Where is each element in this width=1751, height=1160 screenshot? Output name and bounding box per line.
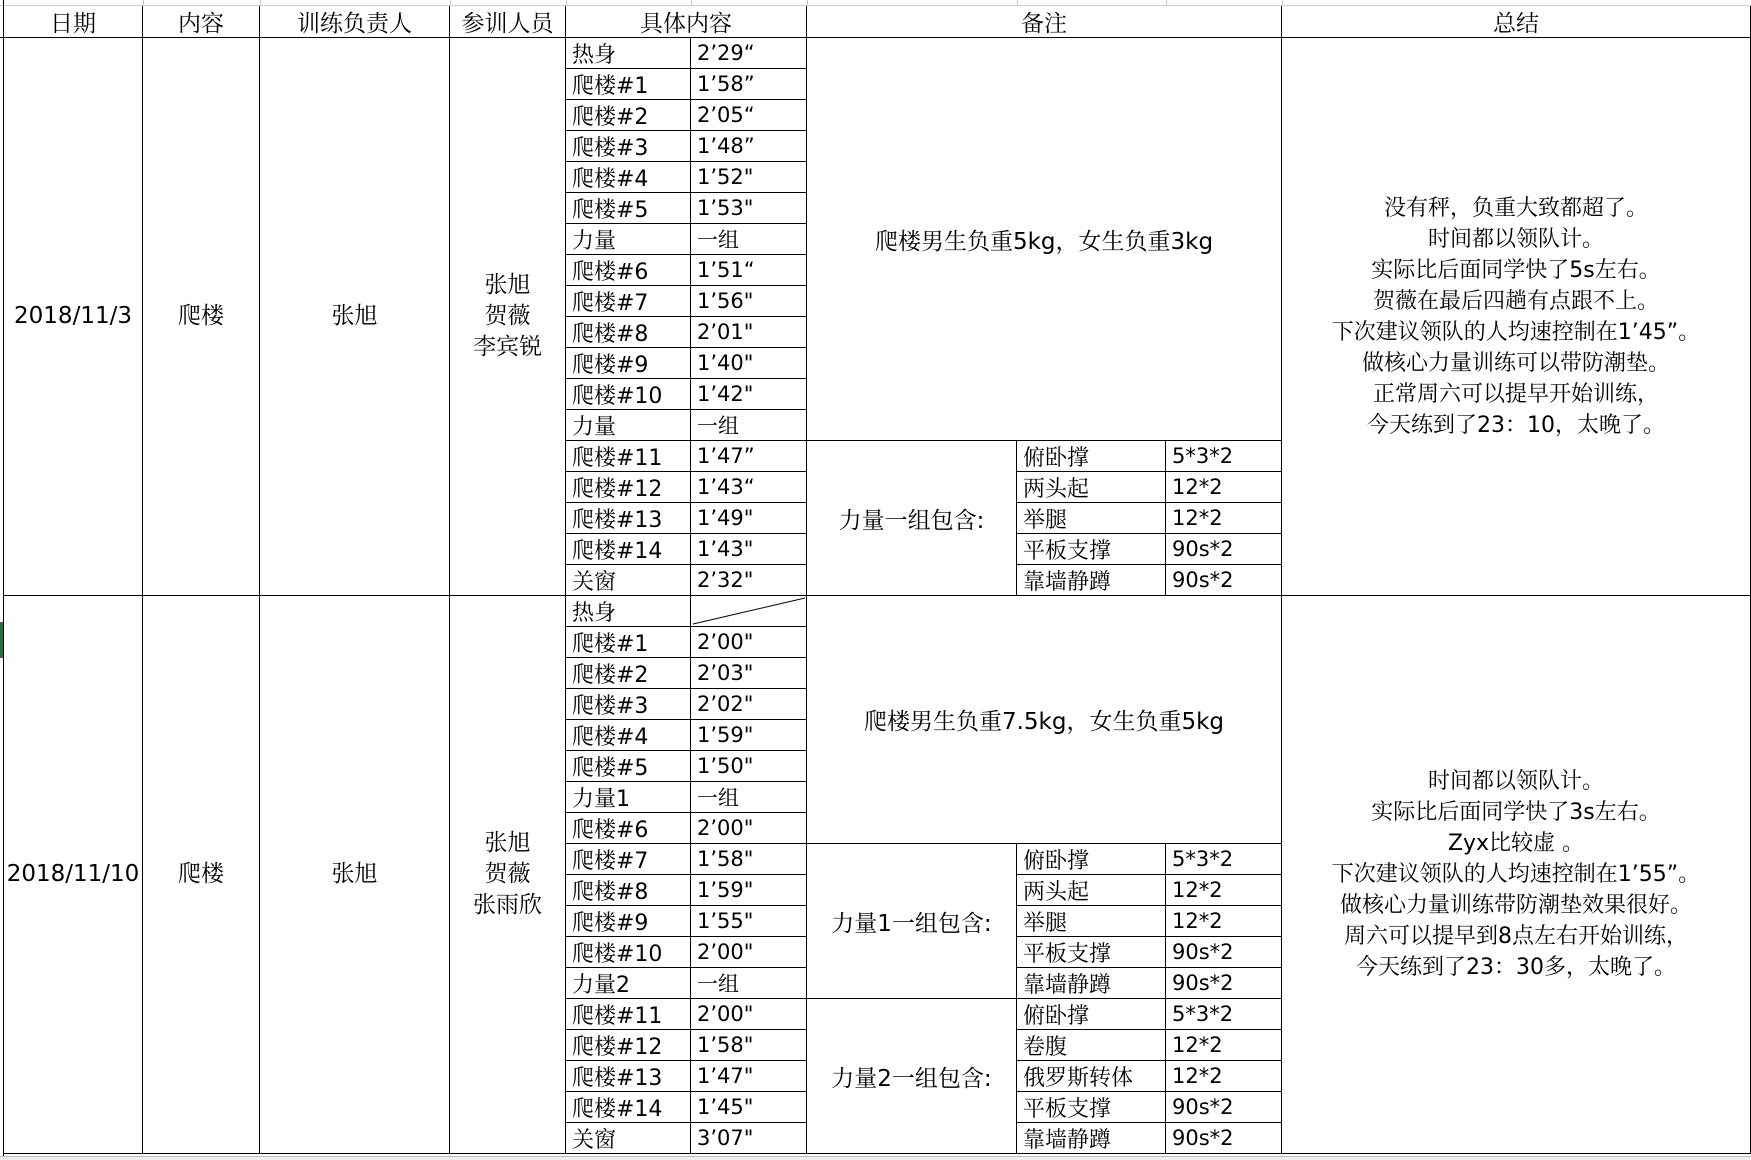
item-label-cell[interactable]: 爬楼#9 — [566, 348, 691, 379]
item-time-cell[interactable]: 3’07" — [691, 1123, 807, 1154]
exercise-name-cell[interactable]: 靠墙静蹲 — [1017, 565, 1166, 596]
participants-cell[interactable]: 张旭 贺薇 李宾锐 — [450, 38, 566, 596]
exercise-reps-cell[interactable]: 90s*2 — [1166, 937, 1282, 968]
header-detail[interactable]: 具体内容 — [566, 6, 807, 38]
item-time-cell[interactable]: 1’58” — [691, 69, 807, 100]
item-time-cell[interactable]: 2’03" — [691, 658, 807, 689]
exercise-reps-cell[interactable]: 5*3*2 — [1166, 441, 1282, 472]
strength-group-title[interactable]: 力量一组包含: — [807, 441, 1017, 596]
column-divider[interactable] — [143, 0, 144, 6]
exercise-reps-cell[interactable]: 12*2 — [1166, 503, 1282, 534]
item-label-cell[interactable]: 爬楼#7 — [566, 286, 691, 317]
item-time-cell[interactable] — [691, 596, 807, 627]
sheet-bottom-edge — [0, 1156, 1751, 1160]
exercise-name-cell[interactable]: 举腿 — [1017, 503, 1166, 534]
item-label-cell[interactable]: 爬楼#7 — [566, 844, 691, 875]
header-participants[interactable]: 参训人员 — [450, 6, 566, 38]
item-time-cell[interactable]: 2’00" — [691, 937, 807, 968]
item-time-cell[interactable]: 1’47" — [691, 1061, 807, 1092]
item-time-cell[interactable]: 1’47” — [691, 441, 807, 472]
date-cell[interactable]: 2018/11/3 — [4, 38, 143, 596]
item-time-cell[interactable]: 1’43“ — [691, 472, 807, 503]
exercise-reps-cell[interactable]: 5*3*2 — [1166, 999, 1282, 1030]
item-label-cell[interactable]: 爬楼#14 — [566, 534, 691, 565]
column-divider[interactable] — [260, 0, 261, 6]
exercise-name-cell[interactable]: 两头起 — [1017, 472, 1166, 503]
item-label-cell[interactable]: 爬楼#4 — [566, 162, 691, 193]
exercise-name-cell[interactable]: 两头起 — [1017, 875, 1166, 906]
header-content[interactable]: 内容 — [143, 6, 260, 38]
item-label-cell[interactable]: 关窗 — [566, 1123, 691, 1154]
item-time-cell[interactable]: 1’52" — [691, 162, 807, 193]
exercise-reps-cell[interactable]: 5*3*2 — [1166, 844, 1282, 875]
item-label-cell[interactable]: 力量2 — [566, 968, 691, 999]
item-time-cell[interactable]: 2’02" — [691, 689, 807, 720]
item-label-cell[interactable]: 爬楼#13 — [566, 1061, 691, 1092]
strength-group-title[interactable]: 力量1一组包含: — [807, 844, 1017, 999]
item-label-cell[interactable]: 热身 — [566, 38, 691, 69]
item-time-cell[interactable]: 1’53" — [691, 193, 807, 224]
exercise-name-cell[interactable]: 俄罗斯转体 — [1017, 1061, 1166, 1092]
item-label-cell[interactable]: 爬楼#8 — [566, 317, 691, 348]
item-label-cell[interactable]: 爬楼#6 — [566, 813, 691, 844]
exercise-name-cell[interactable]: 卷腹 — [1017, 1030, 1166, 1061]
item-label-cell[interactable]: 爬楼#3 — [566, 689, 691, 720]
item-label-cell[interactable]: 关窗 — [566, 565, 691, 596]
item-time-cell[interactable]: 1’59" — [691, 875, 807, 906]
exercise-reps-cell[interactable]: 90s*2 — [1166, 1123, 1282, 1154]
exercise-reps-cell[interactable]: 90s*2 — [1166, 534, 1282, 565]
exercise-reps-cell[interactable]: 12*2 — [1166, 875, 1282, 906]
item-label-cell[interactable]: 爬楼#1 — [566, 69, 691, 100]
item-time-cell[interactable]: 2’05“ — [691, 100, 807, 131]
exercise-name-cell[interactable]: 靠墙静蹲 — [1017, 1123, 1166, 1154]
header-notes[interactable]: 备注 — [807, 6, 1282, 38]
item-label-cell[interactable]: 爬楼#2 — [566, 100, 691, 131]
strength-group-title[interactable]: 力量2一组包含: — [807, 999, 1017, 1154]
item-time-cell[interactable]: 1’51“ — [691, 255, 807, 286]
exercise-reps-cell[interactable]: 12*2 — [1166, 1061, 1282, 1092]
item-time-cell[interactable]: 2’00" — [691, 813, 807, 844]
column-divider[interactable] — [1017, 0, 1018, 6]
exercise-name-cell[interactable]: 平板支撑 — [1017, 1092, 1166, 1123]
item-time-cell[interactable]: 1’58" — [691, 844, 807, 875]
exercise-name-cell[interactable]: 靠墙静蹲 — [1017, 968, 1166, 999]
item-label-cell[interactable]: 爬楼#2 — [566, 658, 691, 689]
summary-cell[interactable]: 时间都以领队计。 实际比后面同学快了3s左右。 Zyx比较虚 。 下次建议领队的人均速控制在1’55”。 做核心力量训练带防潮垫效果很好。 周六可以提早到8点左右开始训练， 今天练到了23：30多，太晚了。 — [1282, 596, 1751, 1154]
exercise-name-cell[interactable]: 平板支撑 — [1017, 534, 1166, 565]
item-label-cell[interactable]: 力量 — [566, 224, 691, 255]
item-label-cell[interactable]: 力量 — [566, 410, 691, 441]
header-summary[interactable]: 总结 — [1282, 6, 1751, 38]
item-label-cell[interactable]: 爬楼#8 — [566, 875, 691, 906]
item-time-cell[interactable]: 2’29“ — [691, 38, 807, 69]
column-divider[interactable] — [691, 0, 692, 6]
item-time-cell[interactable]: 2’00" — [691, 999, 807, 1030]
item-time-cell[interactable]: 1’45" — [691, 1092, 807, 1123]
item-label-cell[interactable]: 爬楼#5 — [566, 193, 691, 224]
item-time-cell[interactable]: 1’56" — [691, 286, 807, 317]
item-time-cell[interactable]: 2’32" — [691, 565, 807, 596]
participants-cell[interactable]: 张旭 贺薇 张雨欣 — [450, 596, 566, 1154]
exercise-name-cell[interactable]: 俯卧撑 — [1017, 999, 1166, 1030]
item-time-cell[interactable]: 1’49" — [691, 503, 807, 534]
column-divider[interactable] — [1166, 0, 1167, 6]
item-time-cell[interactable]: 一组 — [691, 410, 807, 441]
notes-cell[interactable]: 爬楼男生负重5kg，女生负重3kg — [807, 38, 1282, 441]
exercise-reps-cell[interactable]: 90s*2 — [1166, 565, 1282, 596]
exercise-reps-cell[interactable]: 90s*2 — [1166, 1092, 1282, 1123]
exercise-reps-cell[interactable]: 12*2 — [1166, 906, 1282, 937]
item-time-cell[interactable]: 1’43" — [691, 534, 807, 565]
leader-cell[interactable]: 张旭 — [260, 596, 450, 1154]
exercise-name-cell[interactable]: 平板支撑 — [1017, 937, 1166, 968]
item-label-cell[interactable]: 爬楼#13 — [566, 503, 691, 534]
item-label-cell[interactable]: 爬楼#10 — [566, 379, 691, 410]
item-label-cell[interactable]: 爬楼#3 — [566, 131, 691, 162]
item-label-cell[interactable]: 爬楼#9 — [566, 906, 691, 937]
item-label-cell[interactable]: 爬楼#11 — [566, 999, 691, 1030]
item-time-cell[interactable]: 1’40" — [691, 348, 807, 379]
header-leader[interactable]: 训练负责人 — [260, 6, 450, 38]
item-label-cell[interactable]: 爬楼#12 — [566, 472, 691, 503]
item-label-cell[interactable]: 力量1 — [566, 782, 691, 813]
item-time-cell[interactable]: 一组 — [691, 224, 807, 255]
notes-cell[interactable]: 爬楼男生负重7.5kg，女生负重5kg — [807, 596, 1282, 844]
date-cell[interactable]: 2018/11/10 — [4, 596, 143, 1154]
exercise-reps-cell[interactable]: 12*2 — [1166, 472, 1282, 503]
item-label-cell[interactable]: 爬楼#12 — [566, 1030, 691, 1061]
item-time-cell[interactable]: 一组 — [691, 782, 807, 813]
column-divider[interactable] — [450, 0, 451, 6]
item-label-cell[interactable]: 爬楼#10 — [566, 937, 691, 968]
exercise-reps-cell[interactable]: 90s*2 — [1166, 968, 1282, 999]
leader-cell[interactable]: 张旭 — [260, 38, 450, 596]
item-label-cell[interactable]: 爬楼#14 — [566, 1092, 691, 1123]
item-time-cell[interactable]: 1’48” — [691, 131, 807, 162]
column-divider[interactable] — [807, 0, 808, 6]
item-label-cell[interactable]: 爬楼#6 — [566, 255, 691, 286]
item-time-cell[interactable]: 1’55" — [691, 906, 807, 937]
item-label-cell[interactable]: 爬楼#1 — [566, 627, 691, 658]
column-divider[interactable] — [1282, 0, 1283, 6]
exercise-reps-cell[interactable]: 12*2 — [1166, 1030, 1282, 1061]
item-time-cell[interactable]: 1’59" — [691, 720, 807, 751]
column-divider[interactable] — [566, 0, 567, 6]
content-cell[interactable]: 爬楼 — [143, 596, 260, 1154]
item-label-cell[interactable]: 爬楼#4 — [566, 720, 691, 751]
header-date[interactable]: 日期 — [4, 6, 143, 38]
exercise-name-cell[interactable]: 俯卧撑 — [1017, 441, 1166, 472]
item-label-cell[interactable]: 爬楼#11 — [566, 441, 691, 472]
item-time-cell[interactable]: 1’58" — [691, 1030, 807, 1061]
exercise-name-cell[interactable]: 俯卧撑 — [1017, 844, 1166, 875]
item-time-cell[interactable]: 1’42" — [691, 379, 807, 410]
content-cell[interactable]: 爬楼 — [143, 38, 260, 596]
item-time-cell[interactable]: 2’00" — [691, 627, 807, 658]
exercise-name-cell[interactable]: 举腿 — [1017, 906, 1166, 937]
item-time-cell[interactable]: 1’50" — [691, 751, 807, 782]
item-label-cell[interactable]: 热身 — [566, 596, 691, 627]
summary-cell[interactable]: 没有秤，负重大致都超了。 时间都以领队计。 实际比后面同学快了5s左右。 贺薇在最后四趟有点跟不上。 下次建议领队的人均速控制在1’45”。 做核心力量训练可以带防潮垫。 正常周六可以提早开始训练， 今天练到了23：10，太晚了。 — [1282, 38, 1751, 596]
item-time-cell[interactable]: 2’01" — [691, 317, 807, 348]
item-label-cell[interactable]: 爬楼#5 — [566, 751, 691, 782]
diagonal-slash-border — [691, 596, 807, 627]
item-time-cell[interactable]: 一组 — [691, 968, 807, 999]
